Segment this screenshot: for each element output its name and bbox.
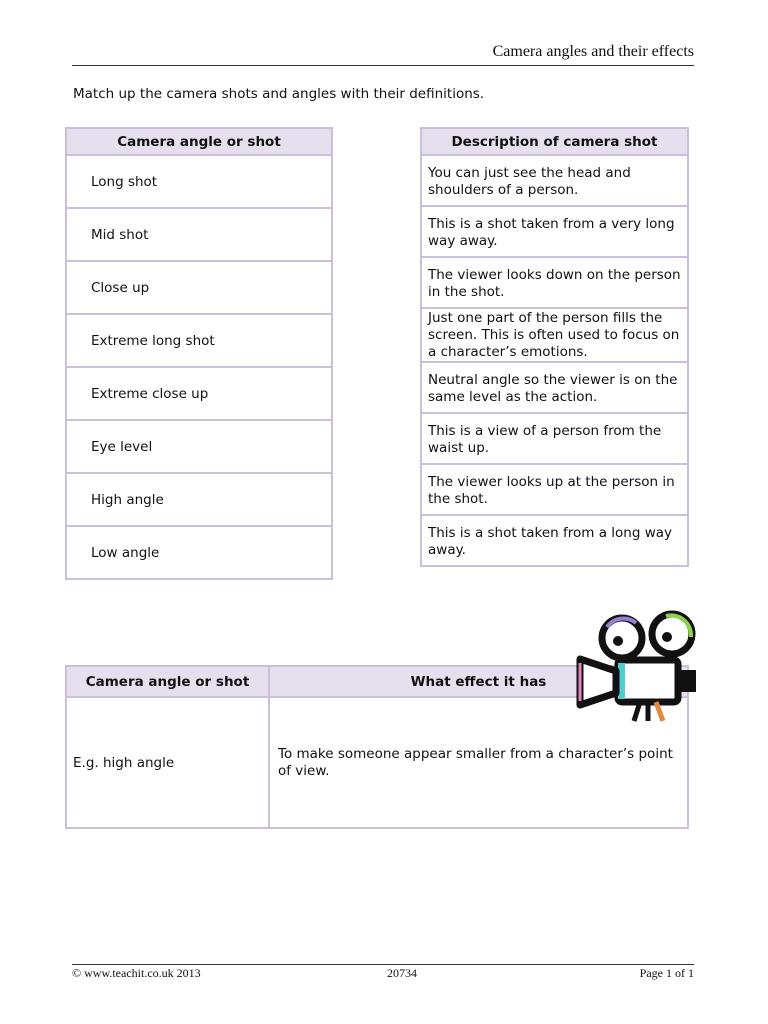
descriptions-table	[420, 127, 689, 567]
footer-page-number: Page 1 of 1	[639, 966, 694, 980]
angle-cell: Long shot	[66, 155, 332, 208]
angles-header: Camera angle or shot	[66, 128, 332, 155]
angle-cell: Low angle	[66, 526, 332, 579]
description-cell: This is a shot taken from a long way away.	[421, 515, 688, 566]
description-cell: Neutral angle so the viewer is on the same level as the action.	[421, 362, 688, 413]
example-effect-cell: To make someone appear smaller from a character’s point of view.	[269, 697, 688, 828]
angle-cell: Eye level	[66, 420, 332, 473]
description-cell: This is a view of a person from the waist up.	[421, 413, 688, 464]
instructions: Match up the camera shots and angles with their definitions.	[73, 86, 485, 102]
angle-cell: Extreme long shot	[66, 314, 332, 367]
description-cell: The viewer looks up at the person in the shot.	[421, 464, 688, 515]
movie-camera-icon	[574, 605, 700, 725]
footer-copyright: © www.teachit.co.uk 2013	[72, 966, 201, 980]
angle-cell: High angle	[66, 473, 332, 526]
description-cell: Just one part of the person fills the screen. This is often used to focus on a character’s emotions.	[421, 308, 688, 362]
camera-angles-table	[65, 127, 333, 580]
angle-cell: Close up	[66, 261, 332, 314]
header-divider	[72, 65, 694, 66]
description-cell: You can just see the head and shoulders of a person.	[421, 155, 688, 206]
description-cell: The viewer looks down on the person in the shot.	[421, 257, 688, 308]
angle-cell: Extreme close up	[66, 367, 332, 420]
footer-divider	[72, 964, 694, 965]
page-title: Camera angles and their effects	[492, 43, 694, 60]
descriptions-header: Description of camera shot	[421, 128, 688, 155]
angle-cell: Mid shot	[66, 208, 332, 261]
footer-code: 20734	[387, 966, 417, 980]
example-angle-cell: E.g. high angle	[66, 697, 269, 828]
description-cell: This is a shot taken from a very long way away.	[421, 206, 688, 257]
effects-effect-header: What effect it has	[269, 666, 688, 697]
effects-angle-header: Camera angle or shot	[66, 666, 269, 697]
